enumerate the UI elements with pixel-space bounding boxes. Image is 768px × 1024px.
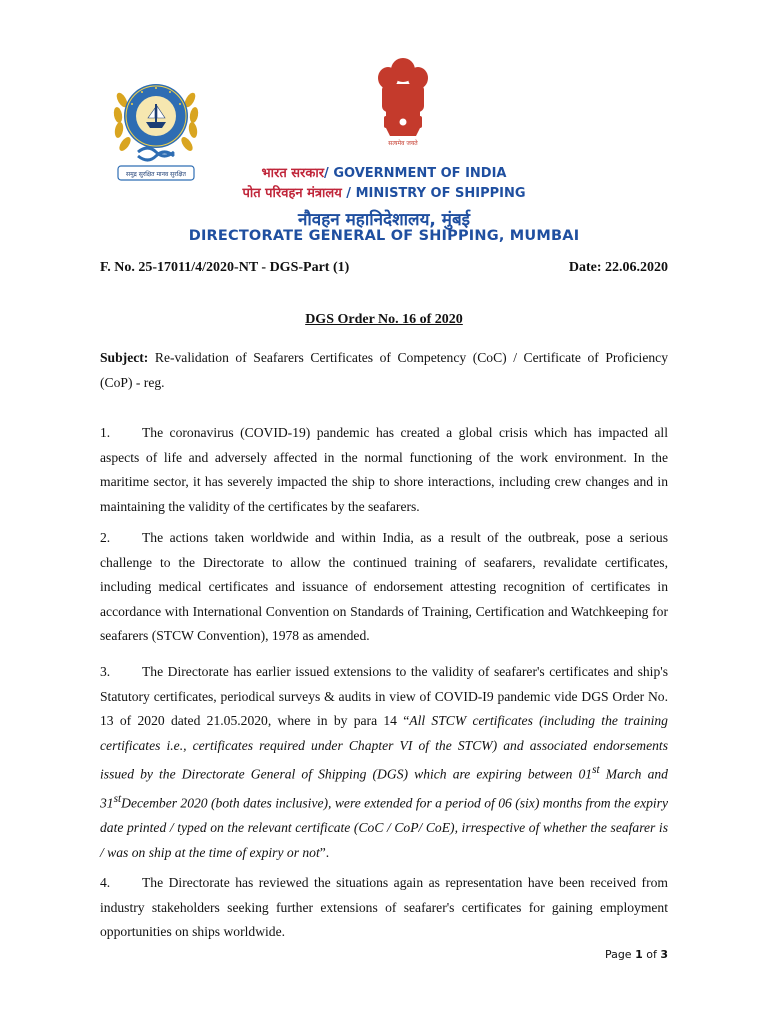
superscript: st bbox=[113, 793, 122, 806]
gov-line bbox=[0, 163, 768, 181]
order-date: Date: 22.06.2020 bbox=[568, 260, 668, 275]
paragraph-number: 2. bbox=[100, 530, 111, 545]
national-emblem-icon bbox=[368, 54, 438, 148]
page-total: 3 bbox=[660, 948, 668, 961]
subject bbox=[100, 346, 668, 395]
subject-label: Subject: bbox=[100, 350, 149, 365]
paragraph-1 bbox=[100, 421, 668, 519]
paragraph-text: The Directorate has earlier issued extensions to the validity of seafarer's certificates and ship's Statutory certificates, periodical surveys & audits in view of COVID-I9 pandemic vide DGS Order No. 13 of 2020 dated 21.05.2020, where in by para 14 “ bbox=[100, 664, 668, 728]
gov-english: / GOVERNMENT OF INDIA bbox=[324, 166, 507, 181]
subject-text: Re-validation of Seafarers Certificates of Competency (CoC) / Certificate of Proficiency (CoP) - reg. bbox=[100, 350, 668, 390]
superscript: st bbox=[592, 764, 600, 776]
page-of: of bbox=[642, 948, 661, 961]
emblem-motto: सत्यमेव जयते bbox=[388, 140, 418, 147]
ministry-hindi: पोत परिवहन मंत्रालय bbox=[242, 186, 342, 201]
paragraph-text: The coronavirus (COVID-19) pandemic has created a global crisis which has impacted all aspects of life and adversely affected in the normal functioning of the work environment. In the maritime sector, it has severely impacted the ship to shore interactions, including crew changes and in maintaining the validity of the certificates by the seafarers. bbox=[100, 425, 668, 514]
directorate-hindi: नौवहन महानिदेशालय, मुंबई bbox=[297, 210, 471, 230]
page-word: Page bbox=[604, 948, 636, 961]
order-title: DGS Order No. 16 of 2020 bbox=[305, 312, 463, 327]
paragraph-2 bbox=[100, 526, 668, 649]
paragraph-number: 4. bbox=[100, 875, 111, 890]
quoted-text: All STCW certificates (including the training certificates i.e., certificates required under Chapter VI of the STCW) and associated endorsements issued by the Directorate General of Shipping (DGS) which are expiring between 01 bbox=[100, 713, 668, 782]
file-number: F. No. 25-17011/4/2020-NT - DGS-Part (1) bbox=[100, 260, 350, 275]
paragraph-text: The actions taken worldwide and within India, as a result of the outbreak, pose a serious challenge to the Directorate to allow the continued training of seafarers, revalidate certificates, including medical certificates and issuance of endorsement attesting recognition of certificates in accordance with International Convention on Standards of Training, Certification and Watchkeeping for seafarers (STCW Convention), 1978 as amended. bbox=[100, 530, 668, 643]
quoted-text: December 2020 (both dates inclusive), were extended for a period of 06 (six) months from the expiry date printed / typed on the relevant certificate (CoC / CoP/ CoE), irrespective of whether the seafarer is / was on ship at the time of expiry or not bbox=[100, 795, 668, 860]
paragraph-number: 3. bbox=[100, 664, 111, 679]
page-number bbox=[605, 948, 668, 961]
paragraph-3 bbox=[100, 660, 668, 865]
closing-quote: ”. bbox=[319, 844, 330, 860]
ministry-line bbox=[0, 183, 768, 201]
page-current: 1 bbox=[635, 948, 643, 961]
paragraph-number: 1. bbox=[100, 425, 111, 440]
ministry-english: / MINISTRY OF SHIPPING bbox=[341, 186, 526, 201]
gov-hindi: भारत सरकार bbox=[261, 166, 325, 181]
logo-motto: समुद्र सुरक्षित मानव सुरक्षित bbox=[126, 171, 186, 178]
paragraph-text: The Directorate has reviewed the situations again as representation have been received from industry stakeholders seeking further extensions of seafarer's certificates for gaining employment opportunities on ships worldwide. bbox=[100, 875, 668, 939]
paragraph-4 bbox=[100, 871, 668, 945]
directorate-english: DIRECTORATE GENERAL OF SHIPPING, MUMBAI bbox=[188, 228, 580, 244]
quoted-text: March and 31 bbox=[100, 766, 668, 811]
